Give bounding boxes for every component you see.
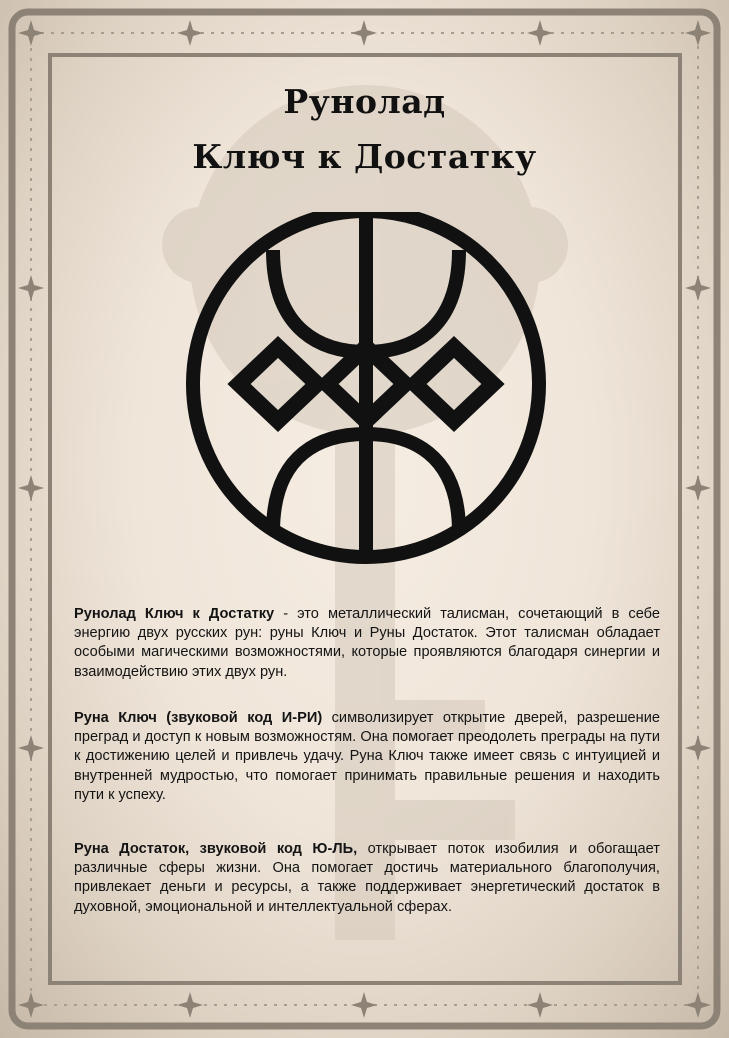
paragraph-rune-prosperity [74, 840, 660, 917]
page-title-line1: Рунолад [283, 82, 446, 121]
paragraph-rune-key [74, 709, 660, 805]
rune-key-to-prosperity-icon [183, 212, 549, 568]
paragraph-rune-key-text: символизирует открытие дверей, разрешение преград и доступ к новым возможностям. Она помогает преодолеть преграды на пути к достижению целей и привлечь удачу. Руна Ключ также имеет связь с интуицией и внутренней мудростью, что помогает принимать правильные решения и находить пути к успеху. [74, 710, 660, 803]
paragraph-intro-text: - это металлический талисман, сочетающий в себе энергию двух русских рун: руны Ключ и Руны Достаток. Этот талисман обладает особыми магическими возможностями, которые проявляются благодаря синергии и взаимодействию этих двух рун. [74, 606, 660, 680]
paragraph-rune-prosperity-text: открывает поток изобилия и обогащает различные сферы жизни. Она помогает достичь материального благополучия, привлекает деньги и ресурсы, а также поддерживает энергетический достаток в духовной, эмоциональной и интеллектуальной сферах. [74, 841, 660, 915]
paragraph-intro-bold: Рунолад Ключ к Достатку [74, 606, 275, 622]
paragraph-intro [74, 605, 660, 682]
paragraph-rune-key-bold: Руна Ключ (звуковой код И-РИ) [74, 710, 323, 726]
paragraph-rune-prosperity-bold: Руна Достаток, звуковой код Ю-ЛЬ, [74, 841, 358, 857]
page-title-line2: Ключ к Достатку [192, 137, 537, 176]
